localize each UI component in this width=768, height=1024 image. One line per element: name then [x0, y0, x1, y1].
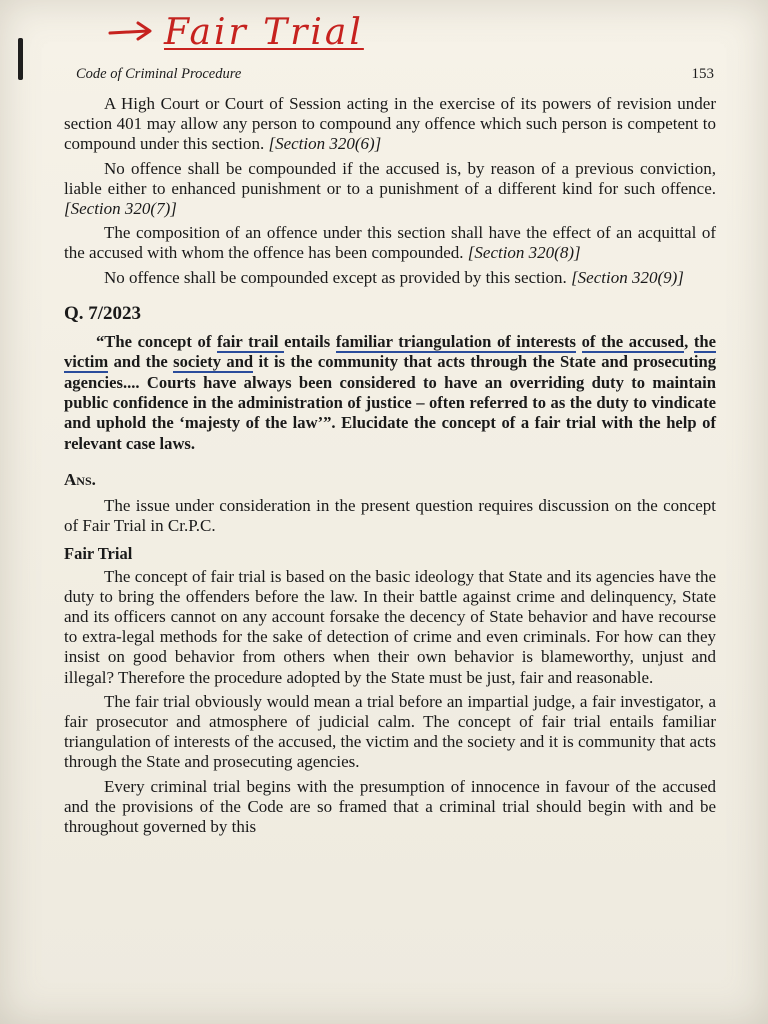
paragraph: Every criminal trial begins with the presumption of innocence in favour of the accused and the provisions of the Code are so framed that a criminal trial should begin with and be throughout governed by this [64, 776, 716, 837]
underlined-text: familiar triangulation of interests [335, 332, 577, 352]
paragraph: The concept of fair trial is based on the basic ideology that State and its agencies have the duty to bring the offenders before the law. In their battle against crime and delinquency, State and its officers cannot on any account forsake the decency of State behavior and have recourse to extra-legal methods for the sake of detection of crime and even criminals. For how can they insist on good behavior from others when their own behavior is blameworthy, unjust and illegal? Therefore the procedure adopted by the State must be just, fair and reasonable. [64, 566, 716, 687]
quote-text [576, 332, 582, 351]
section-citation: [Section 320(8)] [467, 243, 581, 263]
section-citation: [Section 320(7)] [64, 199, 177, 219]
section-heading: Fair Trial [64, 544, 133, 564]
answer-label: Ans. [64, 469, 96, 489]
quote-text: “The concept of [96, 332, 217, 352]
paragraph-text: The composition of an offence under this section shall have the effect of an acquittal of the accused with whom the offence has been compounded. [64, 223, 716, 263]
section-citation: [Section 320(9)] [571, 267, 684, 287]
underlined-text: fair trail [216, 332, 285, 352]
underlined-text: the victim [64, 332, 716, 372]
paragraph [64, 94, 716, 155]
paragraph: The fair trial obviously would mean a trial before an impartial judge, a fair investigator, a fair prosecutor and atmosphere of judicial calm. The concept of fair trial entails familiar triangulation of interests of the accused, the victim and the society and it is community that acts through the State and prosecuting agencies. [64, 691, 716, 772]
arrow-icon [108, 17, 156, 47]
quote-text: , [684, 332, 694, 352]
handwritten-annotation [108, 4, 488, 60]
margin-pen-mark [18, 38, 23, 80]
answer-intro: The issue under consideration in the present question requires discussion on the concept of Fair Trial in Cr.P.C. [64, 496, 716, 536]
section-citation: [Section 320(6)] [268, 134, 382, 154]
paragraph [64, 223, 716, 263]
page-number: 153 [691, 66, 714, 82]
paragraph-text: A High Court or Court of Session acting in the exercise of its powers of revision under section 401 may allow any person to compound any offence which such person is competent to compound under this section. [64, 94, 716, 154]
question-text [64, 332, 716, 454]
paragraph [64, 159, 716, 220]
underlined-text: society and [173, 352, 254, 372]
quote-text: it is the community that acts through the State and prosecuting agencies.... Courts have always been considered to have an overriding duty to maintain public confidence in the administration of justice – often referred to as the duty to vindicate and uphold the ‘majesty of the law’”. Elucidate the concept of a fair trial with the help of relevant case laws. [64, 352, 716, 453]
running-title: Code of Criminal Procedure [76, 66, 242, 82]
running-header [76, 66, 714, 83]
quote-text: and the [108, 352, 174, 372]
paragraph-text: No offence shall be compounded except as provided by this section. [104, 267, 567, 287]
handwritten-title: Fair Trial [164, 11, 364, 53]
page-body [64, 94, 716, 837]
quote-text: entails [284, 332, 336, 352]
paragraph [64, 268, 716, 288]
paragraph-text: No offence shall be compounded if the accused is, by reason of a previous conviction, liable either to enhanced punishment or to a punishment of a different kind for such offence. [64, 158, 716, 198]
question-number: Q. 7/2023 [64, 302, 142, 324]
underlined-text: of the accused [581, 332, 685, 352]
